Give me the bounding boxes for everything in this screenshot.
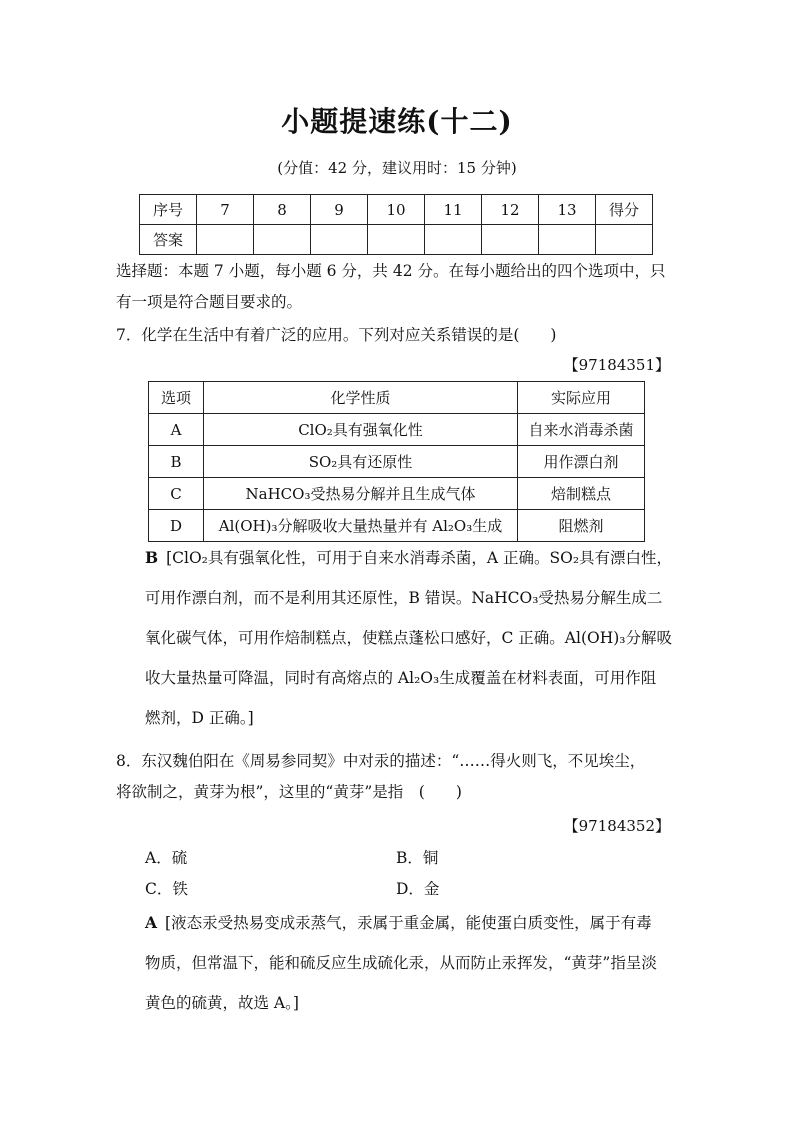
instructions-line: 有一项是符合题目要求的。 bbox=[116, 293, 303, 311]
q8-option-d[interactable]: D．金 bbox=[396, 880, 440, 898]
q7-table-row bbox=[149, 446, 645, 478]
answer-table-cell: 7 bbox=[197, 195, 254, 225]
q7-row-option: A bbox=[149, 414, 204, 446]
answer-table-cell: 10 bbox=[368, 195, 425, 225]
page-subtitle: (分值：42 分，建议用时：15 分钟) bbox=[277, 159, 517, 177]
instructions-line: 选择题：本题 7 小题，每小题 6 分，共 42 分。在每小题给出的四个选项中，只 bbox=[116, 262, 666, 280]
q8-code: 【97184352】 bbox=[563, 817, 670, 835]
answer-blank-cell[interactable] bbox=[197, 225, 254, 255]
q7-row-application: 阻燃剂 bbox=[518, 510, 645, 542]
q8-stem bbox=[116, 746, 696, 808]
q7-explanation-line: 收大量热量可降温，同时有高熔点的 Al₂O₃生成覆盖在材料表面，可用作阻 bbox=[145, 669, 657, 687]
q7-row-option: C bbox=[149, 478, 204, 510]
page-title: 小题提速练(十二) bbox=[281, 105, 513, 138]
answer-blank-cell[interactable] bbox=[254, 225, 311, 255]
answer-table-header-row bbox=[140, 195, 653, 225]
answer-blank-cell[interactable] bbox=[425, 225, 482, 255]
instructions bbox=[116, 256, 676, 318]
q8-answer: A bbox=[145, 913, 158, 932]
answer-blank-cell[interactable] bbox=[311, 225, 368, 255]
q8-explanation-line: 黄色的硫黄，故选 A。] bbox=[145, 994, 299, 1012]
q7-row-property: Al(OH)₃分解吸收大量热量并有 Al₂O₃生成 bbox=[204, 510, 518, 542]
q7-options-table bbox=[148, 381, 645, 542]
q7-code: 【97184351】 bbox=[563, 356, 670, 374]
answer-table-cell: 8 bbox=[254, 195, 311, 225]
q7-table-header bbox=[149, 382, 645, 414]
q8-stem-line: 将欲制之，黄芽为根”，这里的“黄芽”是指 ( ) bbox=[116, 783, 462, 801]
q7-explanation-line: 燃剂，D 正确。] bbox=[145, 709, 254, 727]
q7-explanation-line: 可用作漂白剂，而不是利用其还原性，B 错误。NaHCO₃受热易分解生成二 bbox=[145, 589, 663, 607]
answer-blank-cell[interactable] bbox=[482, 225, 539, 255]
q8-option-b[interactable]: B．铜 bbox=[396, 849, 439, 867]
q7-row-property: ClO₂具有强氧化性 bbox=[204, 414, 518, 446]
q7-answer: B bbox=[145, 548, 159, 567]
q7-row-option: D bbox=[149, 510, 204, 542]
q7-explanation bbox=[145, 538, 685, 738]
q7-row-option: B bbox=[149, 446, 204, 478]
q8-option-c[interactable]: C．铁 bbox=[145, 880, 188, 898]
answer-table-cell: 13 bbox=[539, 195, 596, 225]
answer-table-cell: 序号 bbox=[140, 195, 197, 225]
q7-stem: 7．化学在生活中有着广泛的应用。下列对应关系错误的是( ) bbox=[116, 326, 557, 344]
answer-table-cell: 9 bbox=[311, 195, 368, 225]
answer-table-cell: 11 bbox=[425, 195, 482, 225]
q7-header-property: 化学性质 bbox=[204, 382, 518, 414]
q7-row-application: 自来水消毒杀菌 bbox=[518, 414, 645, 446]
q7-table-row bbox=[149, 478, 645, 510]
q8-option-a[interactable]: A．硫 bbox=[145, 849, 188, 867]
q7-row-application: 用作漂白剂 bbox=[518, 446, 645, 478]
answer-table-cell: 得分 bbox=[596, 195, 653, 225]
score-blank-cell[interactable] bbox=[596, 225, 653, 255]
q8-explanation-line: [液态汞受热易变成汞蒸气，汞属于重金属，能使蛋白质变性，属于有毒 bbox=[165, 914, 652, 932]
q7-table-row bbox=[149, 510, 645, 542]
q7-row-property: SO₂具有还原性 bbox=[204, 446, 518, 478]
q7-header-option: 选项 bbox=[149, 382, 204, 414]
q7-explanation-line: [ClO₂具有强氧化性，可用于自来水消毒杀菌，A 正确。SO₂具有漂白性， bbox=[166, 549, 673, 567]
answer-table-answer-row bbox=[140, 225, 653, 255]
q7-row-property: NaHCO₃受热易分解并且生成气体 bbox=[204, 478, 518, 510]
q7-row-application: 焙制糕点 bbox=[518, 478, 645, 510]
answer-row-label: 答案 bbox=[140, 225, 197, 255]
q8-stem-line: 8．东汉魏伯阳在《周易参同契》中对汞的描述：“……得火则飞，不见埃尘， bbox=[116, 752, 646, 770]
answer-blank-cell[interactable] bbox=[368, 225, 425, 255]
q7-table-row bbox=[149, 414, 645, 446]
q7-explanation-line: 氧化碳气体，可用作焙制糕点，使糕点蓬松口感好，C 正确。Al(OH)₃分解吸 bbox=[145, 629, 672, 647]
q8-explanation bbox=[145, 903, 685, 1023]
answer-table bbox=[139, 194, 653, 255]
answer-blank-cell[interactable] bbox=[539, 225, 596, 255]
q8-explanation-line: 物质，但常温下，能和硫反应生成硫化汞，从而防止汞挥发，“黄芽”指呈淡 bbox=[145, 954, 657, 972]
answer-table-cell: 12 bbox=[482, 195, 539, 225]
q7-header-application: 实际应用 bbox=[518, 382, 645, 414]
